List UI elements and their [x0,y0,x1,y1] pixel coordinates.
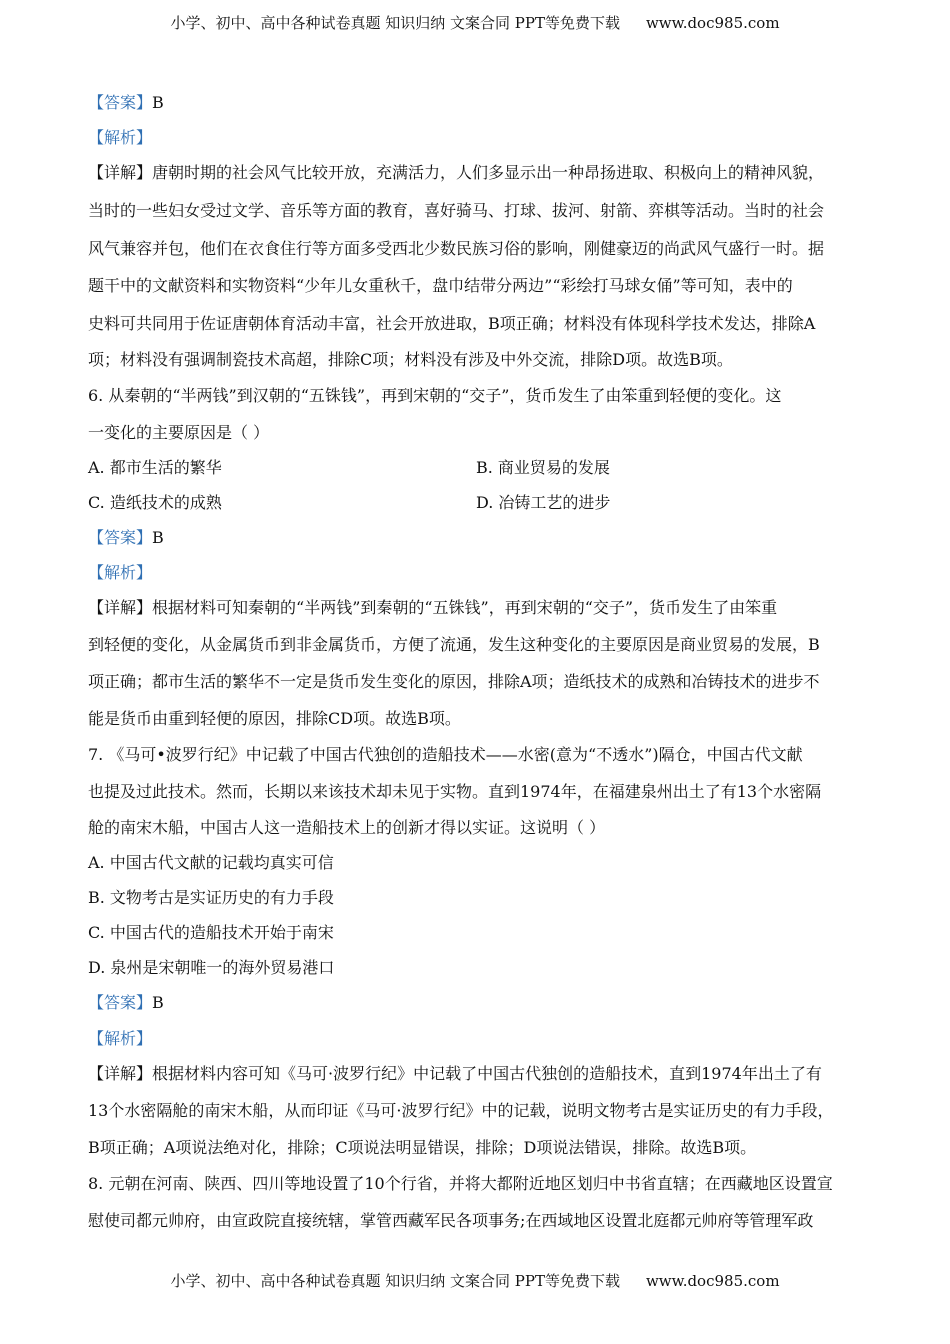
page-header [0,12,950,33]
q6-answer: 【答案】B [88,528,164,547]
q7-detail-line: 【详解】根据材料内容可知《马可·波罗行纪》中记载了中国古代独创的造船技术，直到1974年出土了有 [88,1064,822,1083]
q6-option-a[interactable]: A. 都市生活的繁华 [88,458,222,477]
q7-stem: 7. 《马可•波罗行纪》中记载了中国古代独创的造船技术——水密(意为“不透水”)隔仓，中国古代文献 [88,745,803,764]
q7-detail-line: 13个水密隔舱的南宋木船，从而印证《马可·波罗行纪》中的记载，说明文物考古是实证历史的有力手段， [88,1101,834,1120]
q6-analysis-label: 【解析】 [88,563,153,582]
q6-detail-line: 能是货币由重到轻便的原因，排除CD项。故选B项。 [88,709,461,728]
q8-stem: 慰使司都元帅府，由宣政院直接统辖，掌管西藏军民各项事务;在西域地区设置北庭都元帅府等管理军政 [88,1211,814,1230]
q7-stem: 舱的南宋木船，中国古人这一造船技术上的创新才得以实证。这说明（ ） [88,818,606,837]
q6-stem: 6. 从秦朝的“半两钱”到汉朝的“五铢钱”，再到宋朝的“交子”，货币发生了由笨重到轻便的变化。这 [88,386,782,405]
q7-stem: 也提及过此技术。然而，长期以来该技术却未见于实物。直到1974年，在福建泉州出土了有13个水密隔 [88,782,822,801]
q7-analysis-label: 【解析】 [88,1029,153,1048]
q7-option-d[interactable]: D. 泉州是宋朝唯一的海外贸易港口 [88,958,335,977]
q5-answer: 【答案】B [88,93,164,112]
q6-detail-line: 项正确；都市生活的繁华不一定是货币发生变化的原因，排除A项；造纸技术的成熟和冶铸技术的进步不 [88,672,820,691]
q6-detail-line: 到轻便的变化，从金属货币到非金属货币，方便了流通，发生这种变化的主要原因是商业贸易的发展，B [88,635,820,654]
q7-option-c[interactable]: C. 中国古代的造船技术开始于南宋 [88,923,334,942]
q7-detail-line: B项正确；A项说法绝对化，排除；C项说法明显错误，排除；D项说法错误，排除。故选B项。 [88,1138,757,1157]
q6-option-b[interactable]: B. 商业贸易的发展 [476,458,610,477]
q6-option-d[interactable]: D. 冶铸工艺的进步 [476,493,611,512]
q5-detail-line: 当时的一些妇女受过文学、音乐等方面的教育，喜好骑马、打球、拔河、射箭、弈棋等活动。当时的社会 [88,201,825,220]
q7-answer: 【答案】B [88,993,164,1012]
q5-detail-line: 项；材料没有强调制瓷技术高超，排除C项；材料没有涉及中外交流，排除D项。故选B项。 [88,350,733,369]
q5-detail-line: 风气兼容并包，他们在衣食住行等方面多受西北少数民族习俗的影响，刚健豪迈的尚武风气盛行一时。据 [88,239,825,258]
q7-option-a[interactable]: A. 中国古代文献的记载均真实可信 [88,853,334,872]
q7-option-b[interactable]: B. 文物考古是实证历史的有力手段 [88,888,334,907]
q6-stem: 一变化的主要原因是（ ） [88,423,270,442]
q6-detail-line: 【详解】根据材料可知秦朝的“半两钱”到秦朝的“五铢钱”，再到宋朝的“交子”，货币发生了由笨重 [88,598,778,617]
q5-detail-line: 题干中的文献资料和实物资料“少年儿女重秋千，盘巾结带分两边”“彩绘打马球女俑”等可知，表中的 [88,276,793,295]
header-site-link[interactable]: www.doc985.com [645,14,780,32]
q5-detail-line: 史料可共同用于佐证唐朝体育活动丰富，社会开放进取，B项正确；材料没有体现科学技术发达，排除A [88,314,816,333]
footer-text: 小学、初中、高中各种试卷真题 知识归纳 文案合同 PPT等免费下载 [170,1272,620,1290]
q5-detail-line: 【详解】唐朝时期的社会风气比较开放，充满活力，人们多显示出一种昂扬进取、积极向上的精神风貌， [88,163,825,182]
page-footer [0,1270,950,1291]
q8-stem: 8. 元朝在河南、陕西、四川等地设置了10个行省，并将大都附近地区划归中书省直辖；在西藏地区设置宣 [88,1174,833,1193]
header-text: 小学、初中、高中各种试卷真题 知识归纳 文案合同 PPT等免费下载 [170,14,620,32]
footer-site-link[interactable]: www.doc985.com [645,1272,780,1290]
q6-option-c[interactable]: C. 造纸技术的成熟 [88,493,222,512]
q5-analysis-label: 【解析】 [88,128,153,147]
